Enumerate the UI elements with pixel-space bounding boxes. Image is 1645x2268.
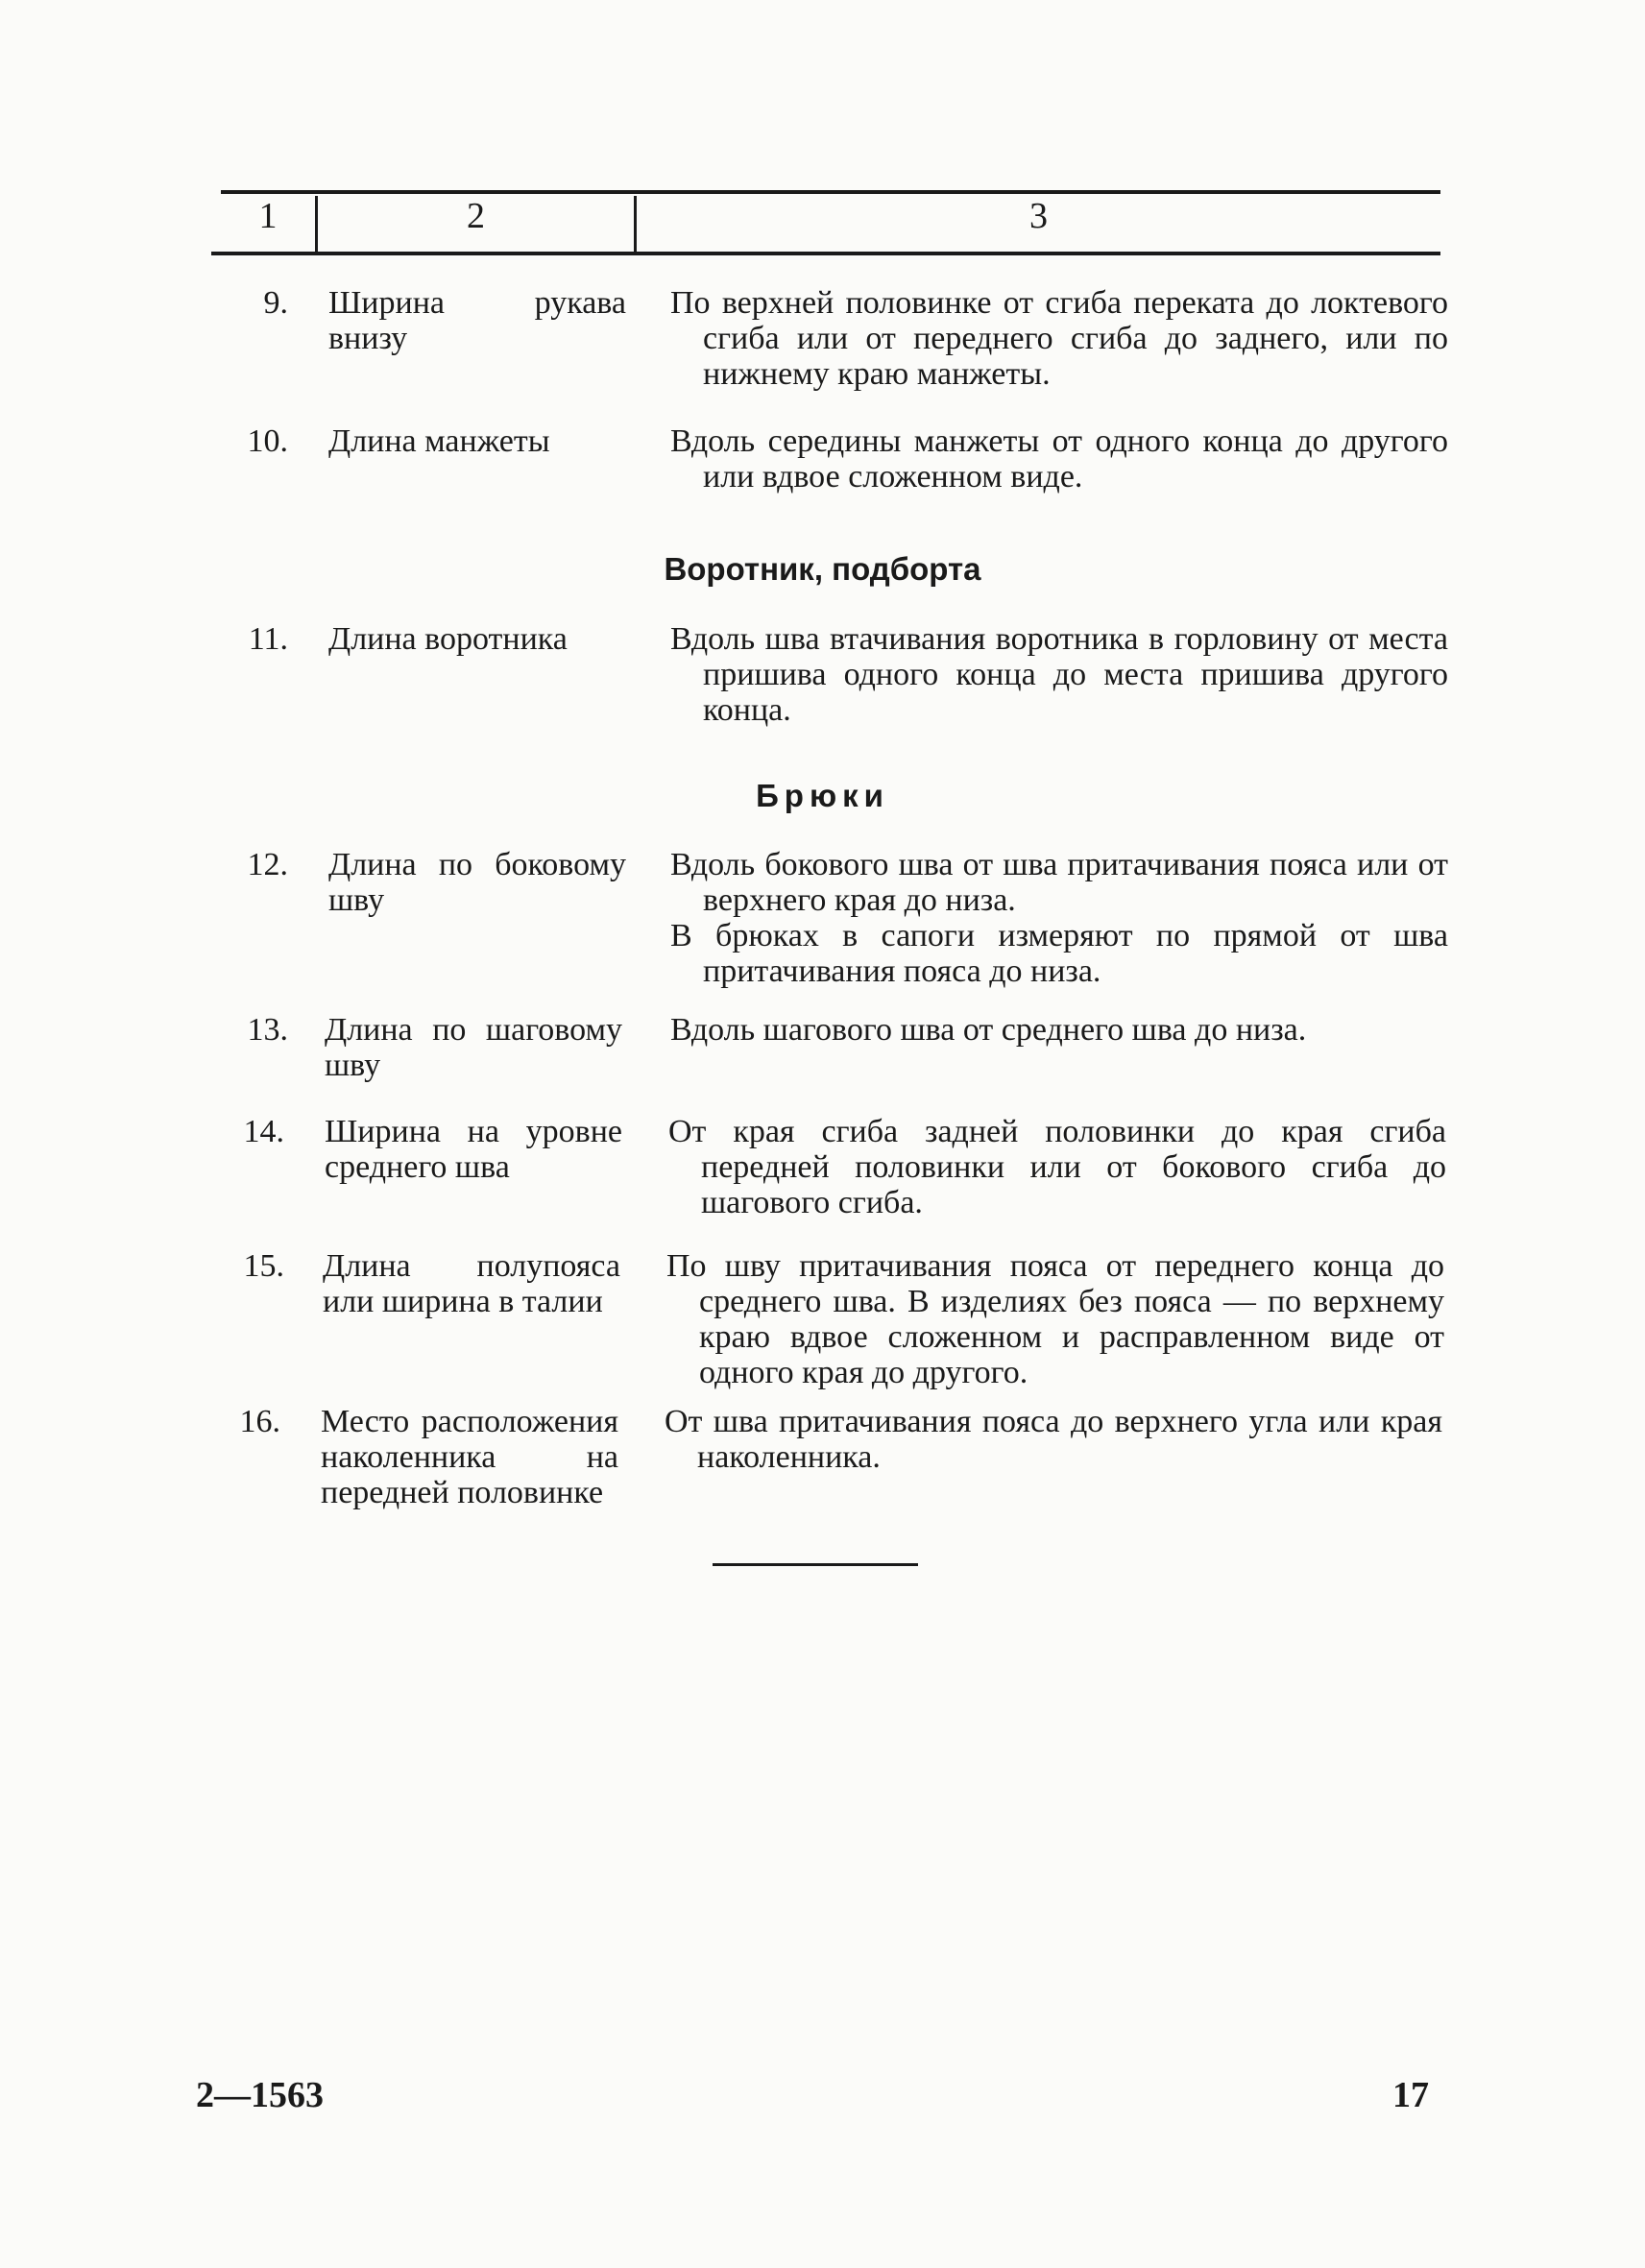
description-text: От шва притачивания пояса до верхнего угла или края наколенника.: [665, 1404, 1442, 1475]
row-measure-name: Ширина на уровне среднего шва: [325, 1114, 622, 1185]
description-note: В брюках в сапоги измеряют по прямой от шва притачивания пояса до низа.: [670, 918, 1448, 989]
row-measure-name: Ширина рукава внизу: [328, 285, 626, 356]
row-number: 13.: [247, 1012, 288, 1048]
row-measure-description: [670, 285, 1448, 392]
section-heading-collar: Воротник, подборта: [664, 551, 981, 587]
section-heading-trousers: Брюки: [756, 778, 889, 813]
description-text: Вдоль шва втачивания воротника в горловину от места пришива одного конца до места пришива другого конца.: [670, 621, 1448, 728]
row-number: 15.: [243, 1248, 284, 1284]
end-of-table-rule: [713, 1563, 918, 1566]
description-text: От края сгиба задней половинки до края сгиба передней половинки или от бокового сгиба до шагового сгиба.: [668, 1114, 1446, 1220]
row-measure-name: Длина воротника: [328, 621, 568, 657]
row-measure-name: Длина по шаговому шву: [325, 1012, 622, 1083]
row-number: 14.: [243, 1114, 284, 1149]
row-measure-description: [665, 1404, 1442, 1475]
description-text: Вдоль середины манжеты от одного конца до другого или вдвое сложенном виде.: [670, 423, 1448, 495]
row-measure-description: [670, 621, 1448, 728]
description-text: По верхней половинке от сгиба переката до локтевого сгиба или от переднего сгиба до заднего, или по нижнему краю манжеты.: [670, 285, 1448, 392]
row-number: 10.: [247, 423, 288, 459]
description-text: Вдоль бокового шва от шва притачивания пояса или от верхнего края до низа.: [670, 847, 1448, 918]
row-measure-name: Место расположения наколенника на передней половинке: [321, 1404, 618, 1510]
page-number: 17: [1392, 2075, 1429, 2115]
row-number: 16.: [239, 1404, 280, 1439]
row-measure-description: [670, 1012, 1448, 1048]
row-measure-name: Длина манжеты: [328, 423, 550, 459]
row-measure-name: Длина полупояса или ширина в талии: [323, 1248, 620, 1319]
description-text: По шву притачивания пояса от переднего конца до среднего шва. В изделиях без пояса — по верхнему краю вдвое сложенном и расправленном виде от одного края до другого.: [666, 1248, 1444, 1390]
row-measure-description: [670, 423, 1448, 495]
row-measure-description: [666, 1248, 1444, 1390]
row-number: 9.: [263, 285, 288, 321]
footer-signature-code: 2—1563: [196, 2075, 324, 2115]
row-measure-description: [670, 847, 1448, 989]
row-number: 12.: [247, 847, 288, 882]
row-measure-name: Длина по боковому шву: [328, 847, 626, 918]
row-number: 11.: [248, 621, 288, 657]
header-col-1: 1: [258, 196, 278, 236]
table-header-bottom-rule: [211, 252, 1440, 255]
row-measure-description: [668, 1114, 1446, 1220]
table-top-rule: [221, 190, 1440, 194]
description-text: Вдоль шагового шва от среднего шва до низа.: [670, 1012, 1307, 1048]
header-col-2: 2: [467, 196, 485, 236]
header-col-3: 3: [1029, 196, 1048, 236]
